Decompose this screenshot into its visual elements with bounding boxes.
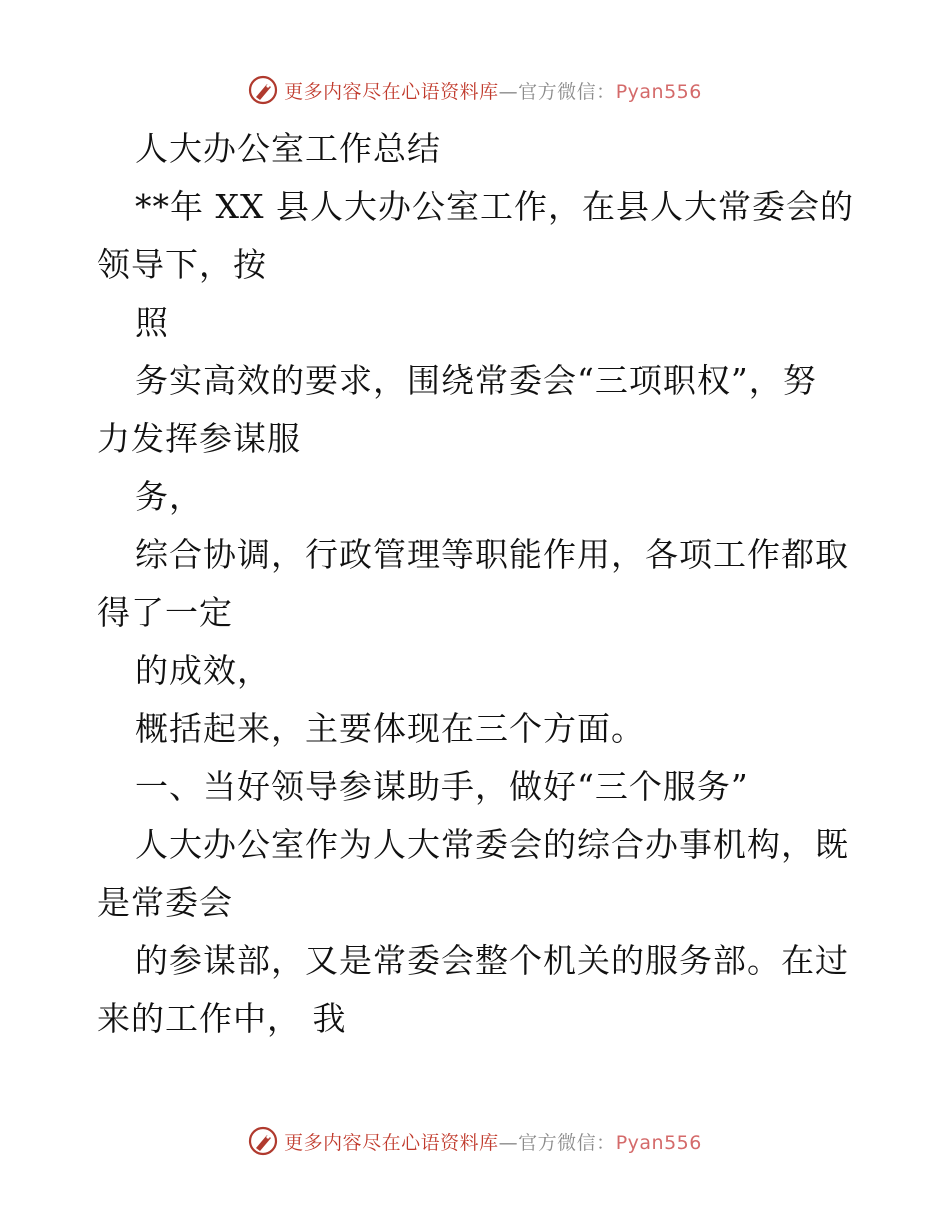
banner-label: [284, 1128, 702, 1155]
banner-suffix: 官方微信：: [518, 1131, 616, 1154]
banner-dash: —: [498, 1131, 519, 1154]
document-body: [97, 120, 857, 1048]
paragraph-line: 务实高效的要求，围绕常委会“三项职权”，努: [135, 361, 817, 400]
paragraph-line: 领导下，按: [97, 245, 267, 284]
paragraph-line: 是常委会: [97, 883, 233, 922]
banner-wechat-id: Pyan556: [615, 1131, 702, 1154]
paragraph-line: 得了一定: [97, 593, 233, 632]
paragraph-line: 概括起来，主要体现在三个方面。: [135, 709, 645, 748]
banner-wechat-id: Pyan556: [615, 80, 702, 103]
paragraph-line: 综合协调，行政管理等职能作用，各项工作都取: [135, 535, 849, 574]
banner-title: 更多内容尽在心语资料库: [284, 1131, 499, 1154]
section-heading: 一、当好领导参谋助手，做好“三个服务”: [135, 767, 749, 806]
footer-banner: [0, 1121, 950, 1161]
paragraph-line: 的成效，: [135, 651, 271, 690]
document-title: 人大办公室工作总结: [135, 129, 441, 168]
banner-title: 更多内容尽在心语资料库: [284, 80, 499, 103]
pen-nib-circle-icon: [248, 75, 278, 105]
paragraph-line: 照: [135, 303, 169, 342]
paragraph-line: 力发挥参谋服: [97, 419, 301, 458]
paragraph-line: 人大办公室作为人大常委会的综合办事机构，既: [135, 825, 849, 864]
paragraph-line: 务，: [135, 477, 203, 516]
banner-suffix: 官方微信：: [518, 80, 616, 103]
paragraph-line: 来的工作中， 我: [97, 999, 347, 1038]
banner-label: [284, 77, 702, 104]
paragraph-line: **年 XX 县人大办公室工作，在县人大常委会的: [135, 187, 854, 226]
header-banner: [0, 70, 950, 110]
paragraph-line: 的参谋部，又是常委会整个机关的服务部。在过: [135, 941, 849, 980]
pen-nib-circle-icon: [248, 1126, 278, 1156]
banner-dash: —: [498, 80, 519, 103]
